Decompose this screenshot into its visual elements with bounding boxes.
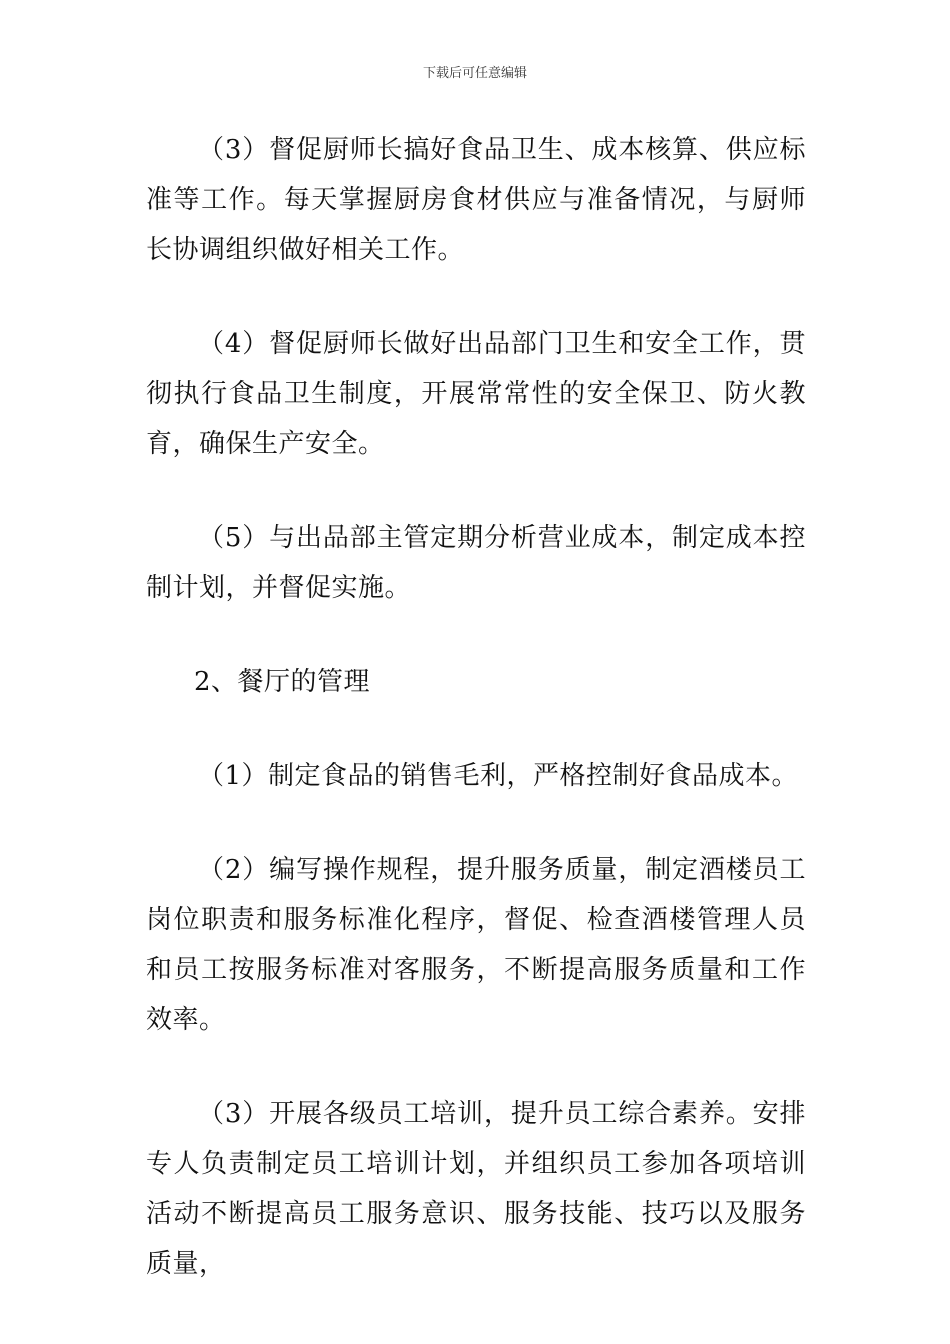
paragraph-staff-training: （3）开展各级员工培训，提升员工综合素养。安排专人负责制定员工培训计划，并组织员工参加各项培训活动不断提高员工服务意识、服务技能、技巧以及服务质量， (146, 1099, 806, 1279)
page-header: 下载后可任意编辑 (422, 66, 527, 81)
section-heading-restaurant-management: 2、餐厅的管理 (194, 667, 371, 697)
document-body (146, 125, 806, 1333)
paragraph-gross-profit: （1）制定食品的销售毛利，严格控制好食品成本。 (198, 761, 799, 791)
paragraph-kitchen-safety: （4）督促厨师长做好出品部门卫生和安全工作，贯彻执行食品卫生制度，开展常常性的安全保卫、防火教育，确保生产安全。 (146, 329, 806, 459)
paragraph-kitchen-hygiene-cost: （3）督促厨师长搞好食品卫生、成本核算、供应标准等工作。每天掌握厨房食材供应与准备情况，与厨师长协调组织做好相关工作。 (146, 135, 806, 265)
paragraph-service-procedures: （2）编写操作规程，提升服务质量，制定酒楼员工岗位职责和服务标准化程序，督促、检查酒楼管理人员和员工按服务标准对客服务，不断提高服务质量和工作效率。 (146, 855, 806, 1035)
paragraph-cost-control: （5）与出品部主管定期分析营业成本，制定成本控制计划，并督促实施。 (146, 523, 806, 603)
